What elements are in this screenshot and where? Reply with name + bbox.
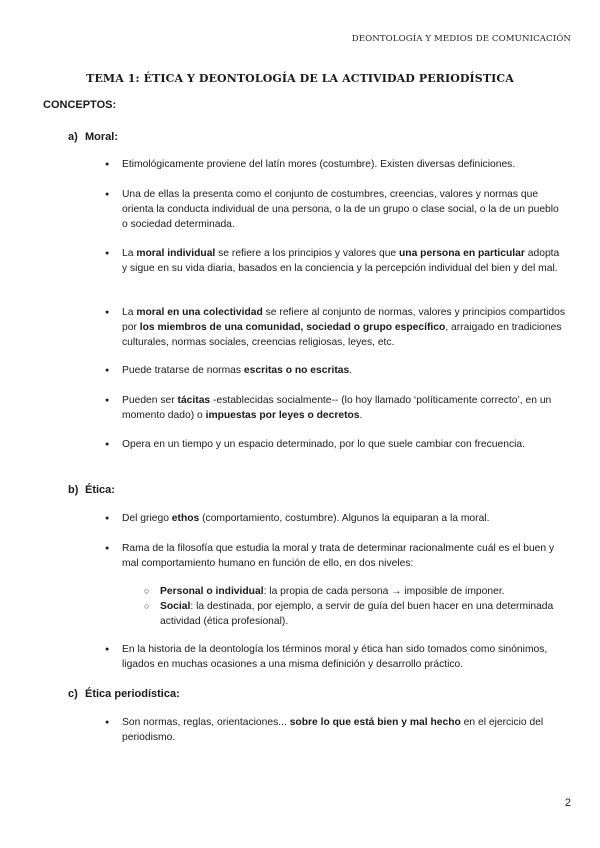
subheading-letter: c): [68, 688, 78, 700]
moral-bullets: [105, 437, 565, 452]
page-number: 2: [564, 797, 571, 809]
subheading-moral: [68, 131, 118, 143]
list-item: ● Pueden ser tácitas -establecidas socialmente-- (lo hoy llamado ‘políticamente correcto’, en un momento dado) o impuestas por leyes o decretos.: [105, 393, 565, 423]
bold-term: Personal o individual: [160, 586, 264, 597]
subheading-etica: [68, 484, 115, 496]
list-item: ● Del griego ethos (comportamiento, costumbre). Algunos la equiparan a la moral.: [105, 511, 565, 526]
periodistica-bullets: [105, 715, 565, 745]
subheading-text: Ética periodística:: [85, 688, 180, 700]
section-heading: CONCEPTOS:: [43, 99, 117, 111]
bold-term: tácitas: [177, 395, 211, 406]
bullet-text: Rama de la filosofía que estudia la moral y trata de determinar racionalmente cuál es el buen y mal comportamiento humano en función de ello, en dos niveles:: [122, 543, 555, 569]
subheading-letter: a): [68, 131, 78, 143]
subheading-text: Moral:: [85, 131, 118, 143]
moral-bullets: [105, 363, 565, 378]
list-item: [105, 541, 565, 571]
bold-term: impuestas por leyes o decretos: [205, 410, 360, 421]
moral-bullets: [105, 393, 565, 423]
list-item: [105, 187, 565, 232]
list-item: ● La moral individual se refiere a los principios y valores que una persona en particular adopta y sigue en su vida diaria, basados en la conciencia y la percepción individual del bien y del mal.: [105, 246, 565, 276]
bold-term: una persona en particular: [399, 248, 525, 259]
moral-bullets: [105, 187, 565, 232]
subheading-text: Ética:: [85, 484, 115, 496]
moral-bullets: [105, 157, 565, 172]
list-item: ○ Social: la destinada, por ejemplo, a servir de guía del buen hacer en una determinada actividad (ética profesional).: [144, 599, 564, 629]
list-item: ○ Personal o individual: la propia de cada persona → imposible de imponer.: [144, 584, 564, 599]
bullet-text: Una de ellas la presenta como el conjunto de costumbres, creencias, valores y normas que orienta la conducta individual de una persona, o la de un grupo o clase social, o la de un pueblo o sociedad determinada.: [122, 189, 559, 230]
bold-term: sobre lo que está bien y mal hecho: [289, 717, 461, 728]
bold-term: los miembros de una comunidad, sociedad o grupo específico: [139, 322, 446, 333]
list-item: ● La moral en una colectividad se refiere al conjunto de normas, valores y principios compartidos por los miembros de una comunidad, sociedad o grupo específico, arraigado en tradiciones culturales, normas sociales, creencias religiosas, leyes, etc.: [105, 305, 565, 350]
etica-bullets: [105, 642, 565, 672]
bullet-text: En la historia de la deontología los términos moral y ética han sido tomados como sinónimos, ligados en muchas ocasiones a una misma definición y desarrollo práctico.: [122, 644, 548, 670]
etica-bullets: [105, 511, 565, 526]
etica-bullets: [105, 541, 565, 571]
etica-levels: [144, 584, 564, 629]
moral-bullets: [105, 246, 565, 276]
bold-term: ethos: [171, 513, 200, 524]
bold-term: moral en una colectividad: [136, 307, 263, 318]
bullet-text: Opera en un tiempo y un espacio determinado, por lo que suele cambiar con frecuencia.: [122, 439, 525, 450]
list-item: [105, 157, 565, 172]
list-item: ● Son normas, reglas, orientaciones... sobre lo que está bien y mal hecho en el ejercicio del periodismo.: [105, 715, 565, 745]
list-item: [105, 642, 565, 672]
list-item: ● Puede tratarse de normas escritas o no escritas.: [105, 363, 565, 378]
subheading-letter: b): [68, 484, 79, 496]
running-header: DEONTOLOGÍA Y MEDIOS DE COMUNICACIÓN: [351, 34, 571, 44]
bold-term: Social: [160, 601, 191, 612]
subheading-etica-periodistica: [68, 688, 180, 700]
list-item: [105, 437, 565, 452]
bullet-text: Etimológicamente proviene del latín mores (costumbre). Existen diversas definiciones.: [122, 159, 516, 170]
moral-bullets: [105, 305, 565, 350]
bold-term: escritas o no escritas: [243, 365, 350, 376]
bold-term: moral individual: [136, 248, 216, 259]
page-title: TEMA 1: ÉTICA Y DEONTOLOGÍA DE LA ACTIVIDAD PERIODÍSTICA: [86, 72, 514, 85]
